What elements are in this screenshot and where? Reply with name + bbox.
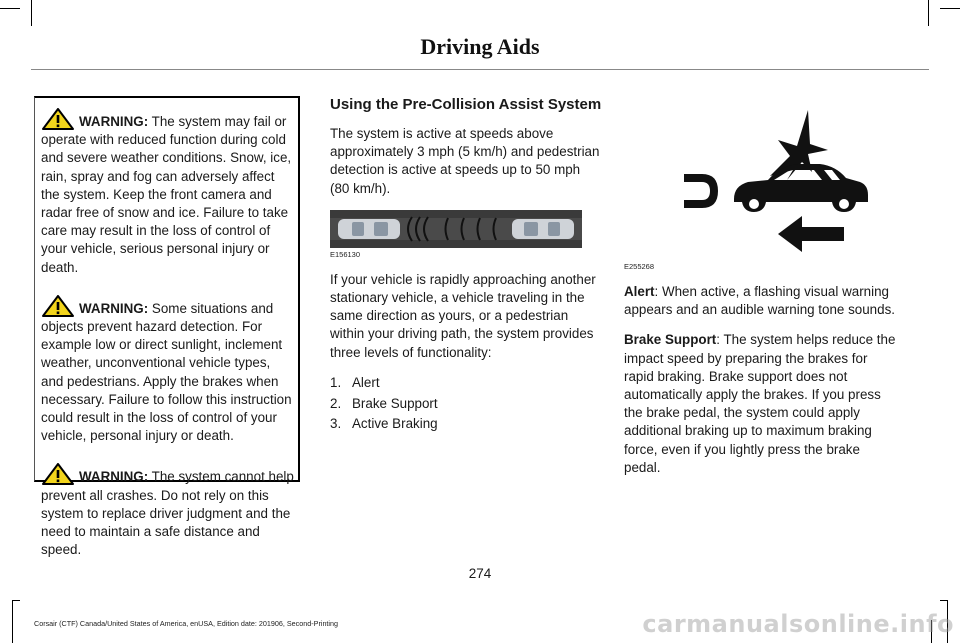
right-column <box>624 96 896 489</box>
crop-mark <box>940 600 948 601</box>
warning-label: WARNING: <box>79 114 149 129</box>
radar-cars-illustration <box>330 210 582 248</box>
warning-text: Some situations and objects prevent hazard detection. For example low or direct sunlight, inclement weather, unconventional vehicle types, and pedestrians. Apply the brakes when necessary. Failure to follow this instruction could result in the loss of control of your vehicle, personal injury or death. <box>41 300 292 444</box>
crop-mark <box>31 0 32 26</box>
radar-wave-left <box>684 174 718 208</box>
figure-code: E156130 <box>330 249 361 259</box>
warning-triangle-icon <box>41 108 75 130</box>
watermark: carmanualsonline.info <box>642 610 954 638</box>
warning-label: WARNING: <box>79 469 149 485</box>
alert-paragraph: Alert: When active, a flashing visual warning appears and an audible warning tone sounds. <box>624 284 895 318</box>
warning-1 <box>41 108 296 277</box>
footer-edition-text: Corsair (CTF) Canada/United States of America, enUSA, Edition date: 201906, Second-Printing <box>34 619 339 628</box>
warning-triangle-icon <box>41 295 75 317</box>
list-item: 3. Active Braking <box>330 416 438 432</box>
warning-2 <box>41 295 296 446</box>
pre-collision-warning-icon <box>674 98 874 260</box>
header-divider <box>31 69 929 70</box>
warning-text: The system cannot help prevent all crashes. Do not rely on this system to replace driver judgment and the need to maintain a safe distance and speed. <box>41 469 294 558</box>
crop-mark <box>12 600 20 601</box>
crop-mark <box>940 8 960 9</box>
intro-paragraph: The system is active at speeds above approximately 3 mph (5 km/h) and pedestrian detection is active at speeds up to 50 mph (80 km/h). <box>330 126 600 196</box>
section-title: Using the Pre-Collision Assist System <box>330 96 602 113</box>
own-car <box>338 219 400 239</box>
warning-label: WARNING: <box>79 300 149 316</box>
page-title: Driving Aids <box>420 34 540 59</box>
warning-text: The system may fail or operate with reduced function during cold and severe weather conditions. Snow, ice, rain, spray and fog can adversely affect the system. Keep the front camera and radar free of snow and ice. Failure to take care may result in the loss of control of your vehicle, serious personal injury or death. <box>41 114 292 275</box>
crop-mark <box>0 8 20 9</box>
warnings-box <box>34 96 300 558</box>
page-number: 274 <box>468 566 492 581</box>
levels-intro: If your vehicle is rapidly approaching another stationary vehicle, a vehicle traveling in the same direction as yours, or a pedestrian within your driving path, the system provides three levels of functionality: <box>330 271 596 360</box>
list-item: 2. Brake Support <box>330 395 438 411</box>
list-item: 1. Alert <box>330 374 380 390</box>
arrow-left-icon <box>778 216 844 252</box>
warning-triangle-icon <box>41 463 75 485</box>
crop-mark <box>12 600 13 643</box>
brake-support-paragraph: Brake Support: The system helps reduce the impact speed by preparing the brakes for rapid braking. Brake support does not automatically apply the brakes. If you press the brake pedal, the system could apply additional braking up to maximum braking force, even if you lightly press the brake pedal. <box>624 332 896 475</box>
warning-3 <box>41 463 296 559</box>
figure-code: E255268 <box>624 262 655 271</box>
crop-mark <box>928 0 929 26</box>
levels-list <box>330 374 602 434</box>
middle-column <box>330 96 602 436</box>
lead-car <box>512 219 574 239</box>
